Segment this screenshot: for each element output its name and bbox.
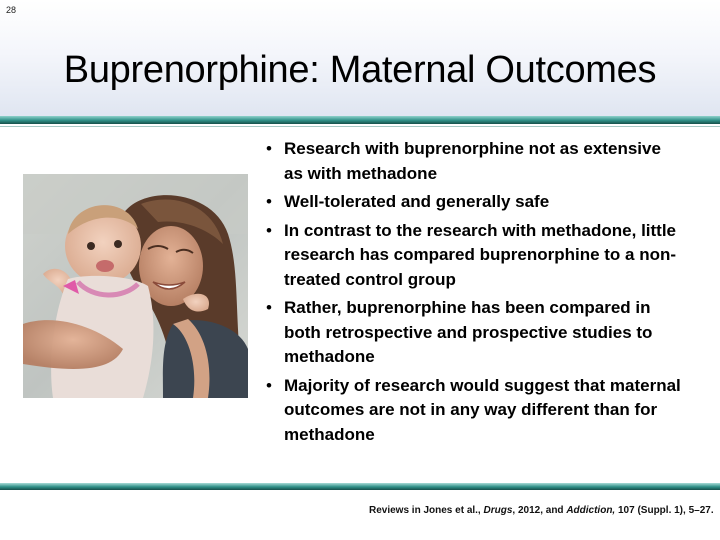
bullet-item: • Majority of research would suggest that maternal outcomes are not in any way different than for methadone bbox=[266, 375, 681, 444]
bullet-item: • Rather, buprenorphine has been compared in both retrospective and prospective studies to methadone bbox=[266, 298, 653, 366]
top-divider-thin bbox=[0, 126, 720, 127]
bullet-list bbox=[264, 137, 684, 451]
bullet-item: • In contrast to the research with methadone, little research has compared buprenorphine to a non-treated control group bbox=[266, 220, 677, 289]
bottom-divider bbox=[0, 483, 720, 490]
top-divider bbox=[0, 116, 720, 124]
bullet-item: • Research with buprenorphine not as extensive as with methadone bbox=[266, 139, 661, 183]
slide-title: Buprenorphine: Maternal Outcomes bbox=[63, 49, 657, 91]
citation: Reviews in Jones et al., Drugs, 2012, and Addiction, 107 (Suppl. 1), 5–27. bbox=[369, 505, 714, 516]
slide-number: 28 bbox=[6, 5, 17, 15]
bullet-item: • Well-tolerated and generally safe bbox=[266, 192, 550, 211]
mother-and-baby-photo bbox=[23, 174, 248, 398]
